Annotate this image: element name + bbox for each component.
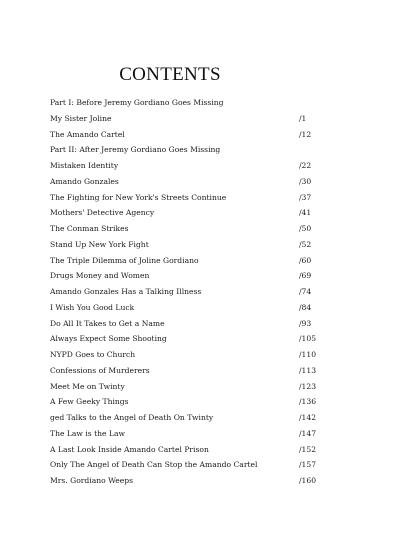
toc-entry: [50, 268, 340, 284]
toc-entry-page: /22: [299, 161, 312, 170]
toc-entry: [50, 347, 340, 363]
toc-entry: [50, 237, 340, 253]
toc-entry-page: /136: [299, 397, 317, 407]
toc-entry: [50, 457, 340, 473]
toc-entry-page: /160: [299, 476, 317, 485]
toc-entry: [50, 316, 340, 332]
toc-entry-page: /37: [299, 192, 312, 202]
toc-entry-title: Only The Angel of Death Can Stop the Amando Cartel: [50, 460, 258, 470]
toc-entry-title: Mrs. Gordiano Weeps: [50, 476, 134, 485]
toc-entry-page: /123: [299, 381, 317, 391]
toc-entry: [50, 142, 340, 158]
toc-entry: [50, 331, 340, 347]
toc-entry: [50, 363, 340, 379]
toc-entry: [50, 190, 340, 206]
toc-entry-title: NYPD Goes to Church: [50, 350, 136, 359]
toc-entry-title: ged Talks to the Angel of Death On Twinty: [50, 413, 214, 422]
toc-entry-title: The Law is the Law: [50, 428, 126, 438]
toc-entry-page: /142: [299, 413, 317, 422]
toc-entry-title: Do All It Takes to Get a Name: [50, 318, 165, 328]
toc-entry: [50, 394, 340, 410]
toc-entry: [50, 442, 340, 458]
toc-entry-title: The Triple Dilemma of Joline Gordiano: [50, 255, 199, 265]
toc-entry: [50, 300, 340, 316]
toc-entry: [50, 205, 340, 221]
toc-entry-title: The Conman Strikes: [50, 224, 129, 233]
toc-entry-page: /105: [299, 334, 317, 344]
toc-entry-page: /113: [299, 365, 317, 375]
toc-entry-page: /12: [299, 129, 312, 139]
toc-entry: [50, 473, 340, 489]
toc-entry-title: Part II: After Jeremy Gordiano Goes Missing: [50, 145, 221, 155]
toc-entry-page: /152: [299, 444, 317, 454]
toc-entry-page: /84: [299, 302, 312, 312]
toc-entry: [50, 111, 340, 127]
toc-entry-title: Amando Gonzales: [50, 176, 119, 186]
toc-entry-title: Mistaken Identity: [50, 161, 119, 170]
toc-entry-page: /93: [299, 318, 312, 328]
toc-entry-title: A Last Look Inside Amando Cartel Prison: [50, 444, 209, 454]
toc-entry: [50, 174, 340, 190]
toc-entry-page: /30: [299, 176, 312, 186]
toc-entry-title: My Sister Joline: [50, 113, 112, 123]
toc-entry-title: Meet Me on Twinty: [50, 381, 125, 391]
toc-entry-page: /74: [299, 287, 312, 296]
toc-entry-page: /52: [299, 239, 312, 249]
toc-entry-title: I Wish You Good Luck: [50, 302, 135, 312]
toc-entry-title: Amando Gonzales Has a Talking Illness: [50, 287, 202, 296]
toc-entry-page: /60: [299, 255, 312, 265]
toc-entry-page: /50: [299, 224, 312, 233]
toc-entry-page: /69: [299, 271, 312, 281]
toc-entry-page: /110: [299, 350, 317, 359]
toc-entry: [50, 127, 340, 143]
toc-entry-page: /1: [299, 113, 307, 123]
toc-entry: [50, 379, 340, 395]
toc-entry: [50, 284, 340, 300]
toc-entry: [50, 410, 340, 426]
toc-entry: [50, 253, 340, 269]
table-of-contents: [50, 95, 340, 489]
toc-entry-title: Part I: Before Jeremy Gordiano Goes Missing: [50, 98, 224, 107]
toc-entry-page: /147: [299, 428, 317, 438]
toc-entry: [50, 95, 340, 111]
toc-entry-title: Drugs Money and Women: [50, 271, 150, 281]
toc-entry: [50, 221, 340, 237]
toc-entry-page: /41: [299, 208, 312, 218]
page-title: CONTENTS: [119, 64, 221, 85]
toc-entry-title: The Fighting for New York's Streets Continue: [50, 192, 227, 202]
toc-entry-title: Confessions of Murderers: [50, 365, 150, 375]
toc-entry-title: A Few Geeky Things: [50, 397, 129, 407]
toc-entry: [50, 426, 340, 442]
toc-entry-page: /157: [299, 460, 317, 470]
toc-entry: [50, 158, 340, 174]
toc-entry-title: Stand Up New York Fight: [50, 239, 149, 249]
toc-entry-title: The Amando Cartel: [50, 129, 125, 139]
toc-entry-title: Always Expect Some Shooting: [50, 334, 167, 344]
toc-entry-title: Mothers' Detective Agency: [50, 208, 155, 218]
